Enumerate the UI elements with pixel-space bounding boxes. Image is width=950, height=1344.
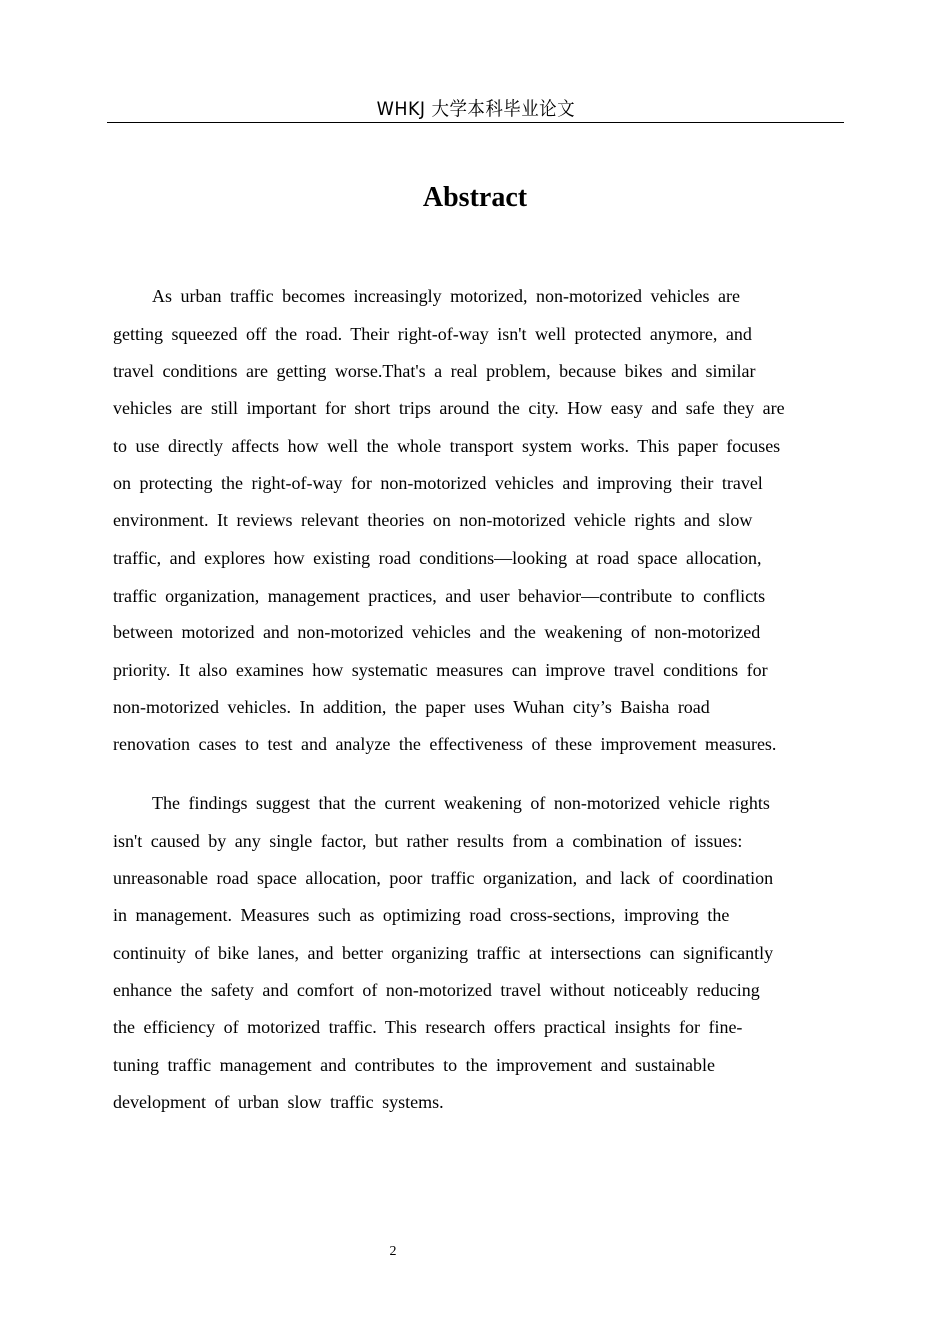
paragraph-1-line-9: traffic organization, management practices, and user behavior—contribute to conflicts <box>113 586 766 606</box>
paragraph-1-line-2: getting squeezed off the road. Their right-of-way isn't well protected anymore, and <box>113 324 752 344</box>
paragraph-2-line-3: unreasonable road space allocation, poor traffic organization, and lack of coordination <box>113 868 774 888</box>
paragraph-1-line-11: priority. It also examines how systematic measures can improve travel conditions for <box>113 660 768 680</box>
paragraph-2-line-5: continuity of bike lanes, and better organizing traffic at intersections can significantly <box>113 943 774 963</box>
abstract-title: Abstract <box>422 182 528 213</box>
paragraph-1-line-10: between motorized and non-motorized vehicles and the weakening of non-motorized <box>113 622 761 642</box>
paragraph-1-line-12: non-motorized vehicles. In addition, the paper uses Wuhan city’s Baisha road <box>113 697 710 717</box>
paragraph-1-line-8: traffic, and explores how existing road conditions—looking at road space allocation, <box>113 548 762 568</box>
paragraph-1-line-7: environment. It reviews relevant theories on non-motorized vehicle rights and slow <box>113 510 753 530</box>
paragraph-2-line-1: The findings suggest that the current weakening of non-motorized vehicle rights <box>152 793 770 813</box>
paragraph-2-line-2: isn't caused by any single factor, but rather results from a combination of issues: <box>113 831 743 851</box>
running-header-text: WHKJ 大学本科毕业论文 <box>376 98 575 120</box>
paragraph-1-line-1: As urban traffic becomes increasingly motorized, non-motorized vehicles are <box>152 286 740 306</box>
paragraph-1-line-3: travel conditions are getting worse.That's a real problem, because bikes and similar <box>113 361 756 381</box>
paragraph-1-line-4: vehicles are still important for short trips around the city. How easy and safe they are <box>113 398 785 418</box>
paragraph-2-line-9: development of urban slow traffic systems. <box>113 1092 444 1112</box>
paragraph-1-line-13: renovation cases to test and analyze the effectiveness of these improvement measures. <box>113 734 777 754</box>
running-header <box>107 96 844 123</box>
paragraph-2-line-4: in management. Measures such as optimizing road cross-sections, improving the <box>113 905 730 925</box>
paragraph-1-line-5: to use directly affects how well the whole transport system works. This paper focuses <box>113 436 781 456</box>
paragraph-2-line-6: enhance the safety and comfort of non-motorized travel without noticeably reducing <box>113 980 760 1000</box>
page-number: 2 <box>389 1244 397 1259</box>
paragraph-2-line-8: tuning traffic management and contributes to the improvement and sustainable <box>113 1055 716 1075</box>
paragraph-1-line-6: on protecting the right-of-way for non-motorized vehicles and improving their travel <box>113 473 763 493</box>
paragraph-2-line-7: the efficiency of motorized traffic. This research offers practical insights for fine- <box>113 1017 743 1037</box>
